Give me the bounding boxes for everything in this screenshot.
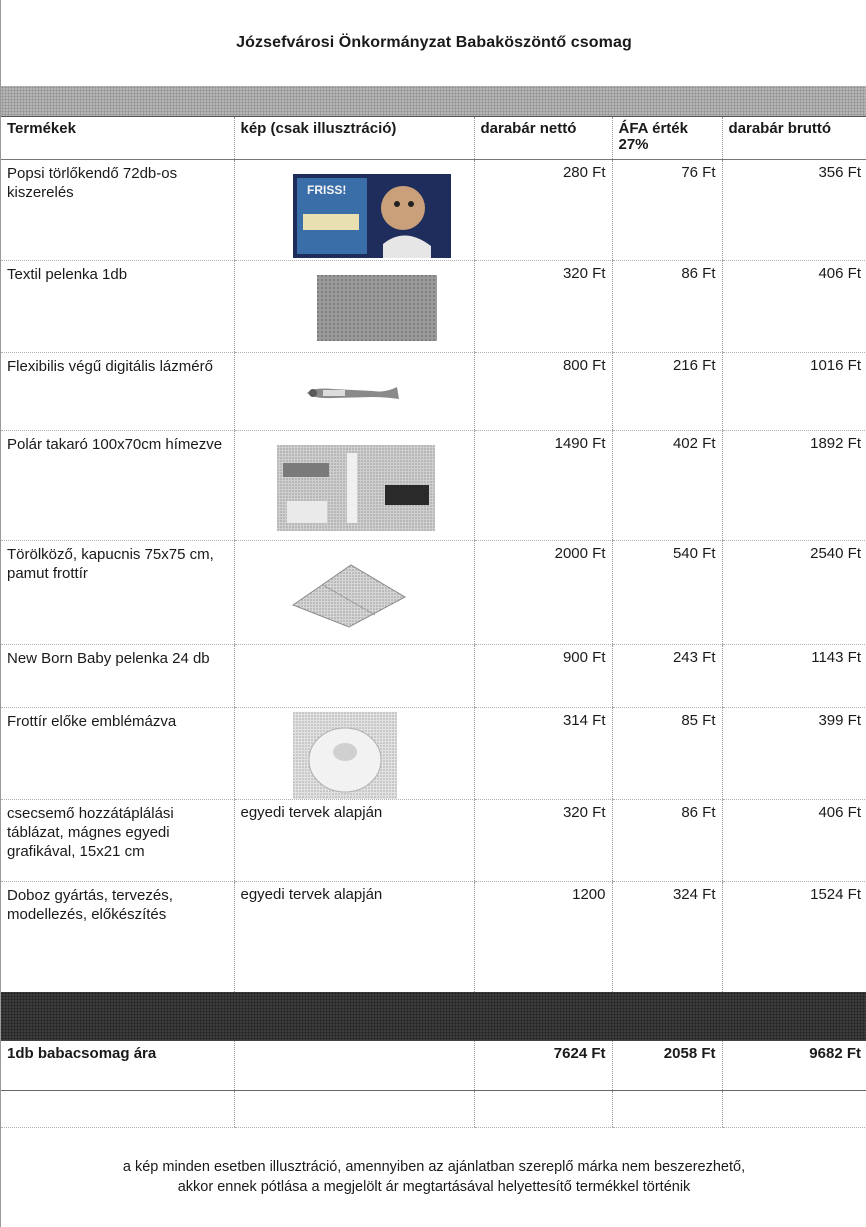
product-name: Polár takaró 100x70cm hímezve (1, 431, 234, 541)
product-image-cell (234, 160, 474, 261)
header-gross-price: darabár bruttó (722, 117, 866, 160)
bib-image (293, 712, 397, 800)
product-name: csecsemő hozzátáplálási táblázat, mágnes egyedi grafikával, 15x21 cm (1, 800, 234, 882)
header-products: Termékek (1, 117, 234, 160)
header-vat: ÁFA érték 27% (612, 117, 722, 160)
product-table (1, 116, 866, 1128)
note-line-1: a kép minden esetben illusztráció, amennyiben az ajánlatban szereplő márka nem beszerezhető, (122, 1159, 746, 1175)
total-shaded-band (1, 992, 866, 1040)
table-row (1, 160, 866, 261)
net-price: 314 Ft (474, 708, 612, 800)
table-row (1, 800, 866, 882)
summary-label: 1db babacsomag ára (1, 1041, 234, 1091)
wipes-brand-text: FRISS! (306, 183, 346, 197)
vat-amount: 76 Ft (612, 160, 722, 261)
product-image-cell: egyedi tervek alapján (234, 800, 474, 882)
product-name: New Born Baby pelenka 24 db (1, 645, 234, 708)
product-name: Flexibilis végű digitális lázmérő (1, 353, 234, 431)
product-image-cell (234, 261, 474, 353)
header-net-price: darabár nettó (474, 117, 612, 160)
table-row (1, 645, 866, 708)
vat-amount: 216 Ft (612, 353, 722, 431)
thermometer-image (303, 379, 403, 407)
table-row (1, 541, 866, 645)
net-price: 800 Ft (474, 353, 612, 431)
table-header-row (1, 117, 866, 160)
product-image-cell (234, 353, 474, 431)
table-row (1, 882, 866, 993)
product-name: Törölköző, kapucnis 75x75 cm, pamut frottír (1, 541, 234, 645)
gross-price: 2540 Ft (722, 541, 866, 645)
gross-price: 1016 Ft (722, 353, 866, 431)
table-row (1, 261, 866, 353)
gross-price: 406 Ft (722, 800, 866, 882)
table-row (1, 708, 866, 800)
summary-vat-amount: 2058 Ft (612, 1041, 722, 1091)
illustration-note (1, 1157, 866, 1197)
gross-price: 1143 Ft (722, 645, 866, 708)
product-name: Frottír előke emblémázva (1, 708, 234, 800)
summary-row (1, 1041, 866, 1091)
table-row (1, 431, 866, 541)
gross-price: 406 Ft (722, 261, 866, 353)
summary-gross-price: 9682 Ft (722, 1041, 866, 1091)
vat-amount: 243 Ft (612, 645, 722, 708)
vat-amount: 86 Ft (612, 800, 722, 882)
note-line-2: akkor ennek pótlása a megjelölt ár megtartásával helyettesítő termékkel történik (177, 1179, 691, 1195)
gross-price: 1892 Ft (722, 431, 866, 541)
net-price: 280 Ft (474, 160, 612, 261)
product-name: Textil pelenka 1db (1, 261, 234, 353)
gross-price: 1524 Ft (722, 882, 866, 993)
vat-amount: 540 Ft (612, 541, 722, 645)
empty-row (1, 1091, 866, 1128)
header-image: kép (csak illusztráció) (234, 117, 474, 160)
vat-amount: 85 Ft (612, 708, 722, 800)
cloth-diaper-image (317, 275, 437, 341)
net-price: 320 Ft (474, 261, 612, 353)
vat-amount: 324 Ft (612, 882, 722, 993)
summary-image-cell (234, 1041, 474, 1091)
hooded-towel-image (289, 557, 409, 629)
product-image-cell (234, 708, 474, 800)
gross-price: 356 Ft (722, 160, 866, 261)
product-image-cell (234, 541, 474, 645)
fleece-blanket-image (277, 445, 435, 531)
wipes-package-image (293, 174, 451, 258)
vat-amount: 402 Ft (612, 431, 722, 541)
document-title: Józsefvárosi Önkormányzat Babaköszöntő csomag (236, 34, 632, 51)
product-image-cell (234, 431, 474, 541)
net-price: 1200 (474, 882, 612, 993)
gross-price: 399 Ft (722, 708, 866, 800)
product-image-cell: egyedi tervek alapján (234, 882, 474, 993)
header-shaded-band (1, 86, 866, 116)
net-price: 1490 Ft (474, 431, 612, 541)
product-name: Popsi törlőkendő 72db-os kiszerelés (1, 160, 234, 261)
product-image-cell (234, 645, 474, 708)
vat-amount: 86 Ft (612, 261, 722, 353)
net-price: 900 Ft (474, 645, 612, 708)
table-row (1, 353, 866, 431)
net-price: 2000 Ft (474, 541, 612, 645)
summary-net-price: 7624 Ft (474, 1041, 612, 1091)
net-price: 320 Ft (474, 800, 612, 882)
product-name: Doboz gyártás, tervezés, modellezés, előkészítés (1, 882, 234, 993)
